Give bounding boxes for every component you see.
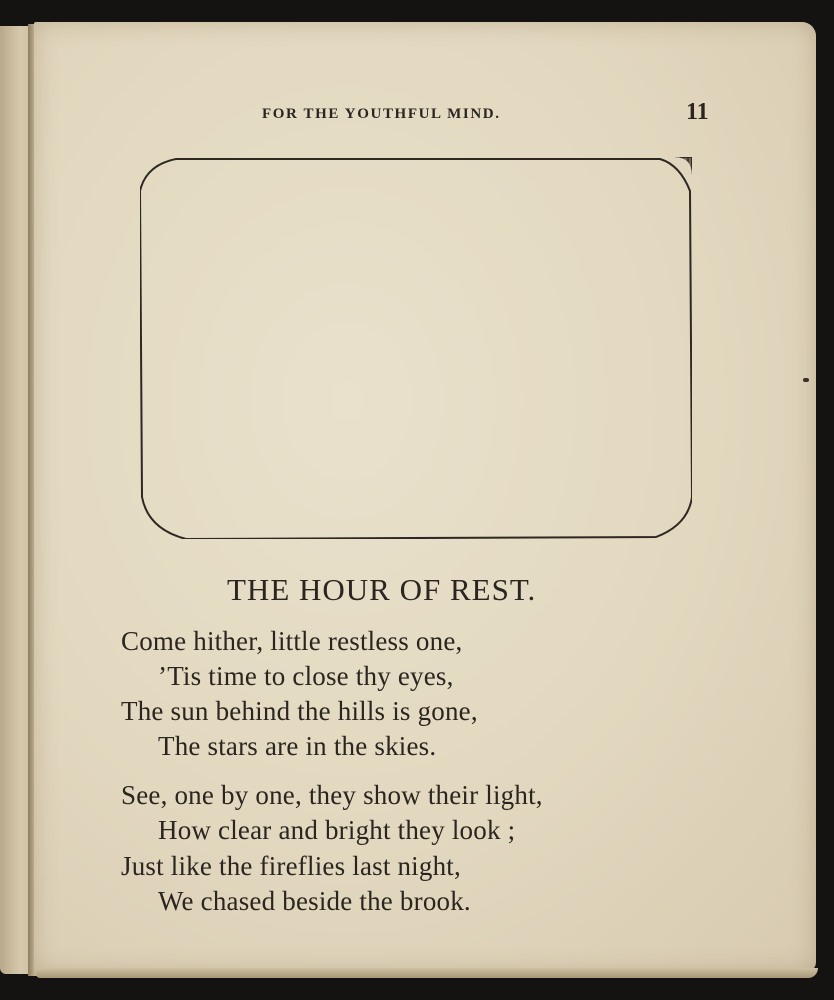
page-number: 11: [686, 99, 709, 125]
poem-line: Just like the fireflies last night,: [121, 851, 461, 881]
poem-title: THE HOUR OF REST.: [227, 572, 537, 607]
engraving-illustration: [140, 157, 692, 539]
running-head: FOR THE YOUTHFUL MIND.: [262, 106, 501, 122]
poem-line: We chased beside the brook.: [158, 886, 471, 916]
poem-line: See, one by one, they show their light,: [121, 780, 543, 810]
poem-line: ’Tis time to close thy eyes,: [158, 661, 454, 691]
poem-line: The sun behind the hills is gone,: [121, 696, 478, 726]
poem-line: How clear and bright they look ;: [158, 815, 516, 845]
poem-line: Come hither, little restless one,: [121, 626, 463, 656]
page-bottom-edge: [36, 968, 818, 978]
ink-mark: [803, 378, 809, 382]
poem-line: The stars are in the skies.: [158, 731, 437, 761]
